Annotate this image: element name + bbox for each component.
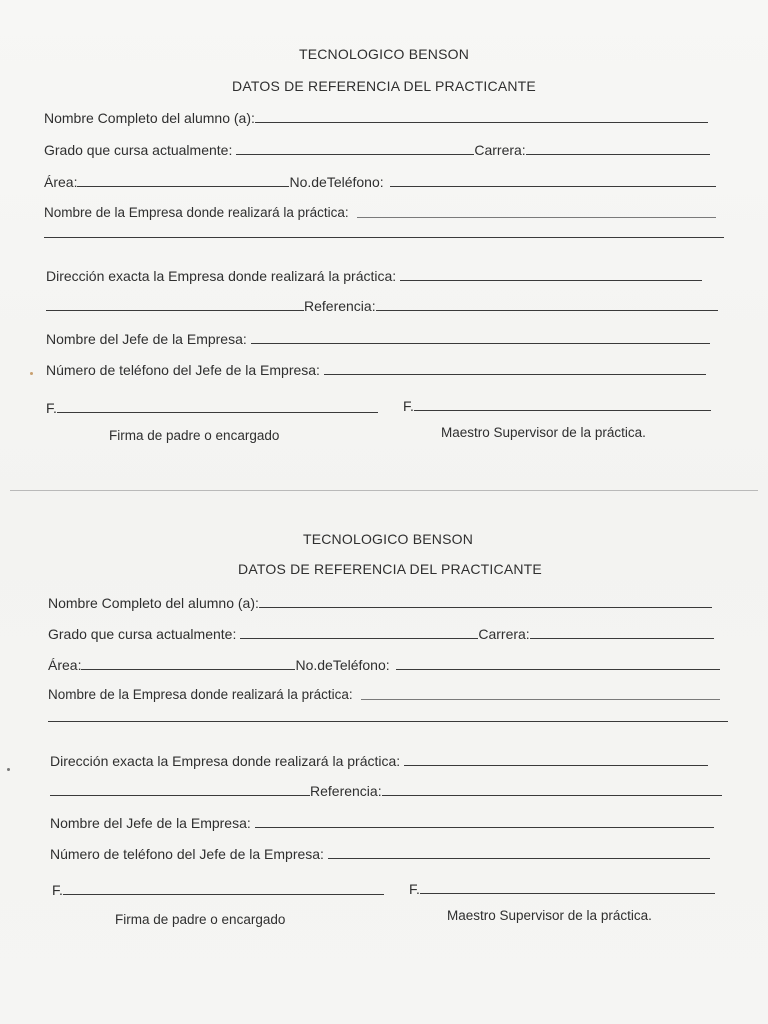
supervisor-signature-row: [403, 394, 711, 414]
reference-field[interactable]: [382, 794, 722, 796]
company-name-label: Nombre de la Empresa donde realizará la práctica:: [48, 687, 353, 702]
phone-label: No.deTeléfono:: [289, 174, 384, 190]
boss-phone-row: [46, 358, 706, 378]
company-name-continuation-line[interactable]: [48, 720, 728, 722]
company-name-label: Nombre de la Empresa donde realizará la práctica:: [44, 205, 349, 220]
phone-field[interactable]: [390, 185, 716, 187]
area-field[interactable]: [81, 668, 295, 670]
career-field[interactable]: [530, 637, 714, 639]
company-address-field[interactable]: [400, 279, 702, 281]
company-address-row: [46, 264, 702, 284]
phone-field[interactable]: [396, 668, 720, 670]
grade-label: Grado que cursa actualmente:: [48, 626, 237, 642]
area-label: Área:: [48, 657, 82, 673]
boss-phone-label: Número de teléfono del Jefe de la Empresa:: [50, 846, 324, 862]
parent-signature-prefix: F.: [52, 882, 63, 898]
reference-form-1: [0, 0, 768, 470]
supervisor-signature-prefix: F.: [403, 398, 414, 414]
reference-row: [50, 779, 722, 799]
scan-speck: [7, 768, 10, 771]
boss-name-label: Nombre del Jefe de la Empresa:: [46, 331, 247, 347]
supervisor-signature-field[interactable]: [420, 892, 715, 894]
form-heading: DATOS DE REFERENCIA DEL PRACTICANTE: [232, 78, 536, 94]
company-name-row: [44, 201, 716, 221]
full-name-label: Nombre Completo del alumno (a):: [44, 110, 255, 126]
supervisor-signature-prefix: F.: [409, 881, 420, 897]
company-address-field[interactable]: [404, 764, 708, 766]
parent-signature-row: [46, 396, 378, 416]
full-name-label: Nombre Completo del alumno (a):: [48, 595, 259, 611]
grade-field[interactable]: [236, 153, 474, 155]
parent-signature-row: [52, 878, 384, 898]
company-name-field[interactable]: [357, 216, 716, 218]
company-name-continuation-line[interactable]: [44, 236, 724, 238]
reference-form-2: [0, 485, 768, 955]
parent-signature-caption: Firma de padre o encargado: [115, 912, 286, 927]
career-label: Carrera:: [478, 626, 530, 642]
boss-name-label: Nombre del Jefe de la Empresa:: [50, 815, 251, 831]
reference-field[interactable]: [376, 309, 718, 311]
reference-label: Referencia:: [304, 298, 376, 314]
parent-signature-field[interactable]: [63, 893, 384, 895]
boss-phone-row: [50, 842, 710, 862]
parent-signature-prefix: F.: [46, 400, 57, 416]
career-label: Carrera:: [474, 142, 526, 158]
boss-name-row: [46, 327, 710, 347]
scan-speck: [30, 372, 33, 375]
full-name-field[interactable]: [259, 606, 712, 608]
company-address-label: Dirección exacta la Empresa donde realizará la práctica:: [50, 753, 401, 769]
area-field[interactable]: [77, 185, 289, 187]
area-phone-row: [48, 653, 720, 673]
company-address-label: Dirección exacta la Empresa donde realizará la práctica:: [46, 268, 397, 284]
parent-signature-caption: Firma de padre o encargado: [109, 428, 280, 443]
area-label: Área:: [44, 174, 78, 190]
boss-name-field[interactable]: [251, 342, 710, 344]
institution-title: TECNOLOGICO BENSON: [302, 531, 474, 547]
form-heading: DATOS DE REFERENCIA DEL PRACTICANTE: [238, 561, 542, 577]
supervisor-signature-field[interactable]: [414, 409, 711, 411]
parent-signature-field[interactable]: [57, 411, 378, 413]
full-name-field[interactable]: [255, 121, 708, 123]
boss-phone-field[interactable]: [328, 857, 710, 859]
boss-name-field[interactable]: [255, 826, 714, 828]
supervisor-signature-caption: Maestro Supervisor de la práctica.: [447, 908, 652, 923]
full-name-row: [44, 106, 708, 126]
reference-label: Referencia:: [310, 783, 382, 799]
supervisor-signature-row: [409, 877, 715, 897]
institution-title: TECNOLOGICO BENSON: [298, 46, 470, 62]
grade-career-row: [48, 622, 714, 642]
area-phone-row: [44, 170, 716, 190]
grade-field[interactable]: [240, 637, 478, 639]
company-address-row: [50, 749, 708, 769]
supervisor-signature-caption: Maestro Supervisor de la práctica.: [441, 425, 646, 440]
boss-name-row: [50, 811, 714, 831]
boss-phone-label: Número de teléfono del Jefe de la Empresa:: [46, 362, 320, 378]
company-name-row: [48, 683, 720, 703]
company-name-field[interactable]: [361, 698, 720, 700]
full-name-row: [48, 591, 712, 611]
grade-label: Grado que cursa actualmente:: [44, 142, 233, 158]
boss-phone-field[interactable]: [324, 373, 706, 375]
grade-career-row: [44, 138, 710, 158]
address-continuation-line[interactable]: [50, 794, 310, 796]
phone-label: No.deTeléfono:: [295, 657, 390, 673]
reference-row: [46, 294, 718, 314]
career-field[interactable]: [526, 153, 710, 155]
address-continuation-line[interactable]: [46, 309, 304, 311]
